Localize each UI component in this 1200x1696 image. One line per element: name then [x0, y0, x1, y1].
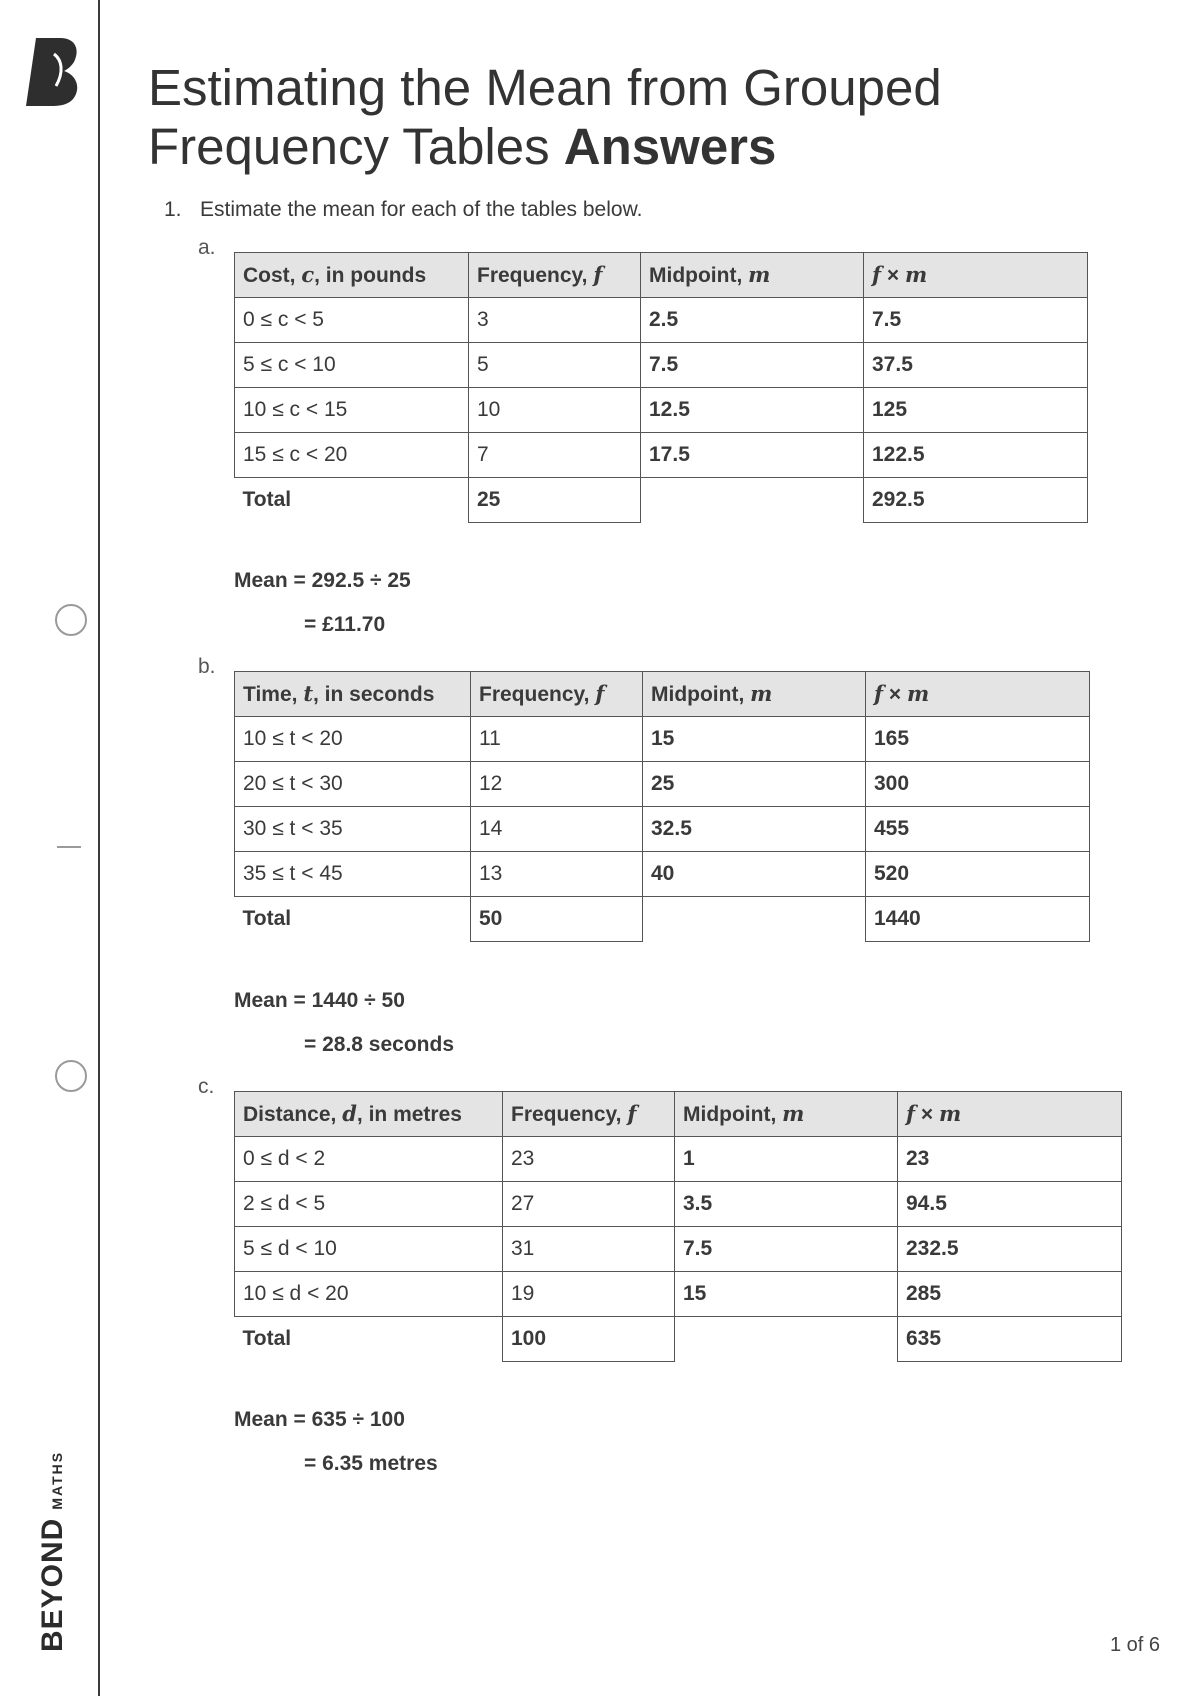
frequency-cell: 11 — [471, 717, 643, 762]
frequency-cell: 31 — [503, 1227, 675, 1272]
total-frequency: 25 — [469, 478, 641, 523]
binder-hole-icon — [55, 1060, 87, 1092]
midpoint-cell: 15 — [643, 717, 866, 762]
frequency-table-c — [234, 1091, 1122, 1362]
interval-cell: 2 ≤ d < 5 — [235, 1182, 503, 1227]
total-fm: 1440 — [866, 897, 1090, 942]
empty-cell — [641, 478, 864, 523]
midpoint-cell: 7.5 — [641, 343, 864, 388]
header-frequency: Frequency, f — [471, 672, 643, 717]
brand-wordmark: BEYONDMATHS — [36, 1450, 69, 1652]
midpoint-cell: 25 — [643, 762, 866, 807]
table-header-row — [235, 672, 1090, 717]
table-row — [235, 298, 1088, 343]
empty-cell — [643, 897, 866, 942]
table-row — [235, 433, 1088, 478]
midpoint-cell: 17.5 — [641, 433, 864, 478]
frequency-cell: 12 — [471, 762, 643, 807]
header-midpoint: Midpoint, m — [641, 253, 864, 298]
header-frequency: Frequency, f — [503, 1092, 675, 1137]
fm-cell: 7.5 — [864, 298, 1088, 343]
table-row — [235, 852, 1090, 897]
frequency-cell: 5 — [469, 343, 641, 388]
fm-cell: 122.5 — [864, 433, 1088, 478]
mean-working-c: Mean = 635 ÷ 100 — [234, 1408, 405, 1431]
interval-cell: 20 ≤ t < 30 — [235, 762, 471, 807]
fold-mark — [57, 846, 81, 848]
midpoint-cell: 7.5 — [675, 1227, 898, 1272]
frequency-cell: 10 — [469, 388, 641, 433]
fm-cell: 455 — [866, 807, 1090, 852]
table-row — [235, 1272, 1122, 1317]
header-interval: Distance, d, in metres — [235, 1092, 503, 1137]
midpoint-cell: 40 — [643, 852, 866, 897]
interval-cell: 35 ≤ t < 45 — [235, 852, 471, 897]
part-a-label: a. — [198, 236, 216, 259]
table-row — [235, 1227, 1122, 1272]
header-interval: Cost, c, in pounds — [235, 253, 469, 298]
table-row — [235, 1137, 1122, 1182]
midpoint-cell: 1 — [675, 1137, 898, 1182]
interval-cell: 10 ≤ c < 15 — [235, 388, 469, 433]
mean-answer-a: = £11.70 — [304, 613, 386, 636]
frequency-cell: 14 — [471, 807, 643, 852]
empty-cell — [675, 1317, 898, 1362]
fm-cell: 37.5 — [864, 343, 1088, 388]
header-midpoint: Midpoint, m — [675, 1092, 898, 1137]
midpoint-cell: 2.5 — [641, 298, 864, 343]
midpoint-cell: 32.5 — [643, 807, 866, 852]
header-midpoint: Midpoint, m — [643, 672, 866, 717]
total-row — [235, 1317, 1122, 1362]
frequency-cell: 3 — [469, 298, 641, 343]
table-header-row — [235, 1092, 1122, 1137]
interval-cell: 0 ≤ c < 5 — [235, 298, 469, 343]
table-row — [235, 762, 1090, 807]
beyond-logo-icon — [26, 36, 80, 108]
interval-cell: 0 ≤ d < 2 — [235, 1137, 503, 1182]
table-row — [235, 343, 1088, 388]
header-frequency: Frequency, f — [469, 253, 641, 298]
mean-working-b: Mean = 1440 ÷ 50 — [234, 989, 405, 1012]
mean-answer-c: = 6.35 metres — [304, 1452, 438, 1475]
table-header-row — [235, 253, 1088, 298]
fm-cell: 232.5 — [898, 1227, 1122, 1272]
total-row — [235, 478, 1088, 523]
interval-cell: 5 ≤ c < 10 — [235, 343, 469, 388]
fm-cell: 520 — [866, 852, 1090, 897]
frequency-table-a — [234, 252, 1088, 523]
header-f-times-m: f × m — [864, 253, 1088, 298]
page-title: Estimating the Mean from Grouped Frequency Tables Answers — [148, 59, 942, 175]
total-label: Total — [242, 907, 292, 931]
header-f-times-m: f × m — [898, 1092, 1122, 1137]
midpoint-cell: 15 — [675, 1272, 898, 1317]
question-1: 1. Estimate the mean for each of the tables below. — [164, 198, 643, 221]
header-interval: Time, t, in seconds — [235, 672, 471, 717]
total-fm: 635 — [898, 1317, 1122, 1362]
binder-hole-icon — [55, 604, 87, 636]
interval-cell: 5 ≤ d < 10 — [235, 1227, 503, 1272]
frequency-cell: 27 — [503, 1182, 675, 1227]
margin-line — [98, 0, 100, 1696]
part-b-label: b. — [198, 655, 216, 678]
total-label: Total — [242, 488, 292, 512]
mean-answer-b: = 28.8 seconds — [304, 1033, 455, 1056]
fm-cell: 125 — [864, 388, 1088, 433]
table-row — [235, 807, 1090, 852]
fm-cell: 94.5 — [898, 1182, 1122, 1227]
frequency-table-b — [234, 671, 1090, 942]
interval-cell: 30 ≤ t < 35 — [235, 807, 471, 852]
header-f-times-m: f × m — [866, 672, 1090, 717]
frequency-cell: 23 — [503, 1137, 675, 1182]
interval-cell: 10 ≤ d < 20 — [235, 1272, 503, 1317]
table-row — [235, 388, 1088, 433]
total-frequency: 100 — [503, 1317, 675, 1362]
frequency-cell: 19 — [503, 1272, 675, 1317]
frequency-cell: 7 — [469, 433, 641, 478]
part-c-label: c. — [198, 1075, 215, 1098]
frequency-cell: 13 — [471, 852, 643, 897]
total-row — [235, 897, 1090, 942]
total-frequency: 50 — [471, 897, 643, 942]
fm-cell: 285 — [898, 1272, 1122, 1317]
fm-cell: 23 — [898, 1137, 1122, 1182]
midpoint-cell: 3.5 — [675, 1182, 898, 1227]
interval-cell: 15 ≤ c < 20 — [235, 433, 469, 478]
midpoint-cell: 12.5 — [641, 388, 864, 433]
total-fm: 292.5 — [864, 478, 1088, 523]
interval-cell: 10 ≤ t < 20 — [235, 717, 471, 762]
mean-working-a: Mean = 292.5 ÷ 25 — [234, 569, 411, 592]
table-row — [235, 717, 1090, 762]
page-number: 1 of 6 — [1109, 1634, 1160, 1656]
fm-cell: 165 — [866, 717, 1090, 762]
total-label: Total — [242, 1327, 292, 1351]
fm-cell: 300 — [866, 762, 1090, 807]
table-row — [235, 1182, 1122, 1227]
